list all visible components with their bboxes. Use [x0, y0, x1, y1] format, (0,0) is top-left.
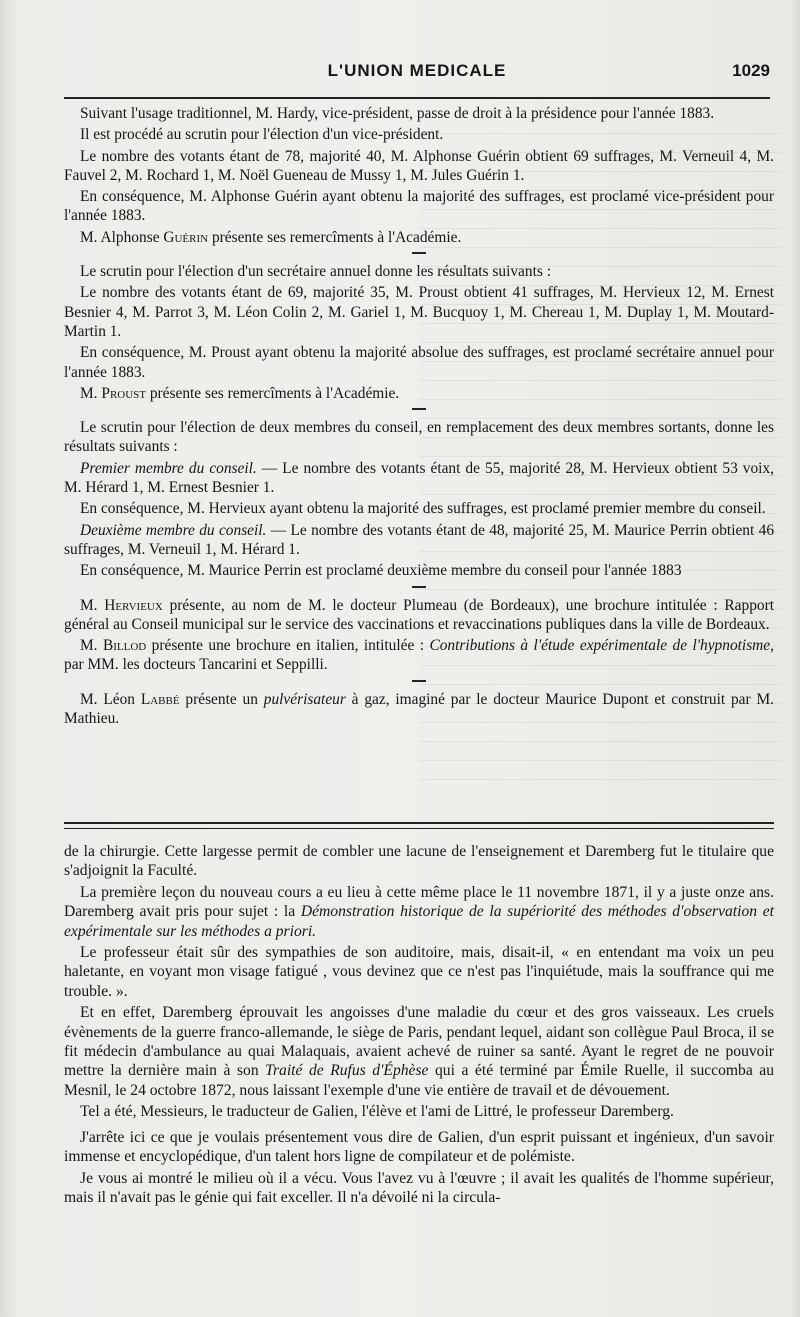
- paragraph: M. Léon Labbé présente un pulvérisateur à gaz, imaginé par le docteur Maurice Dupont et construit par M. Mathieu.: [64, 690, 774, 728]
- header-rule: [64, 97, 770, 99]
- paragraph: Le professeur était sûr des sympathies de son auditoire, mais, disait-il, « en entendant ma voix un peu haletante, en voyant mon visage fatigué , vous devinez que ce n'est pas l'inquiétude, mais la souffrance qui me trouble. ».: [64, 944, 774, 1000]
- daremberg-feuilleton: [64, 842, 774, 1209]
- paragraph: M. Billod présente une brochure en italien, intitulée : Contributions à l'étude expérimentale de l'hypnotisme, par MM. les docteurs Tancarini et Seppilli.: [64, 637, 774, 674]
- paragraph: Suivant l'usage traditionnel, M. Hardy, vice-président, passe de droit à la présidence pour l'année 1883.: [80, 105, 715, 122]
- paragraph: Il est procédé au scrutin pour l'élection d'un vice-président.: [80, 126, 444, 144]
- paragraph: Et en effet, Daremberg éprouvait les angoisses d'une maladie du cœur et des gros vaisseaux. Les cruels évènements de la guerre franco-allemande, le siège de Paris, pendant lequel, aidant son collègue Paul Broca, il se fit médecin d'ambulance au quai Malaquais, avaient achevé de ruiner sa santé. Ayant le regret de ne pouvoir mettre la dernière main à son Traité de Rufus d'Éphèse qui a été terminé par Émile Ruelle, il succomba au Mesnil, le 24 octobre 1872, nous laissant l'exemple d'une vie entière de travail et de dévouement.: [64, 1004, 775, 1099]
- paragraph: En conséquence, M. Proust ayant obtenu la majorité absolue des suffrages, est proclamé secrétaire annuel pour l'année 1883.: [64, 344, 774, 381]
- running-title: L'UNION MEDICALE: [327, 61, 507, 80]
- person-name: Proust: [101, 384, 147, 402]
- paragraph: Le scrutin pour l'élection de deux membres du conseil, en remplacement des deux membres sortants, donne les résultats suivants :: [64, 419, 774, 456]
- paragraph: M. Proust présente ses remercîments à l'Académie.: [80, 384, 400, 402]
- paragraph: Le nombre des votants étant de 69, majorité 35, M. Proust obtient 41 suffrages, M. Hervieux 12, M. Ernest Besnier 4, M. Parrot 3, M. Léon Colin 2, M. Gariel 1, M. Bucquoy 1, M. Chereau 1, M. Duplay 1, M. Moutard-Martin 1.: [64, 284, 774, 340]
- page-number: 1029: [732, 61, 770, 80]
- section-separator: [412, 586, 426, 588]
- paragraph: Premier membre du conseil. — Le nombre des votants étant de 55, majorité 28, M. Hervieux obtient 53 voix, M. Hérard 1, M. Ernest Besnier 1.: [64, 459, 774, 497]
- paragraph: de la chirurgie. Cette largesse permit de combler une lacune de l'enseignement et Daremberg fut le titulaire que s'adjoignit la Faculté.: [64, 843, 774, 880]
- paragraph: Tel a été, Messieurs, le traducteur de Galien, l'élève et l'ami de Littré, le professeur Daremberg.: [80, 1103, 674, 1121]
- person-name: Hervieux: [104, 596, 163, 614]
- person-name: Billod: [102, 637, 147, 655]
- person-name: Guérin: [163, 228, 209, 246]
- paragraph: M. Alphonse Guérin présente ses remercîments à l'Académie.: [80, 228, 462, 246]
- section-separator: [412, 680, 426, 682]
- section-separator: [412, 408, 426, 410]
- person-name: Labbé: [140, 690, 180, 708]
- paragraph: Deuxième membre du conseil. — Le nombre des votants étant de 48, majorité 25, M. Maurice Perrin obtient 46 suffrages, M. Verneuil 1, M. Hérard 1.: [64, 521, 775, 558]
- paragraph: Le scrutin pour l'élection d'un secrétaire annuel donne les résultats suivants :: [80, 263, 551, 281]
- academy-proceedings: [64, 104, 774, 730]
- page-header: [64, 58, 770, 88]
- section-separator: [412, 252, 426, 254]
- paragraph: En conséquence, M. Maurice Perrin est proclamé deuxième membre du conseil pour l'année 1883: [80, 562, 682, 580]
- paragraph: M. Hervieux présente, au nom de M. le docteur Plumeau (de Bordeaux), une brochure intitulée : Rapport général au Conseil municipal sur le service des vaccinations et revaccinations publiques dans la ville de Bordeaux.: [64, 596, 774, 633]
- paragraph: J'arrête ici ce que je voulais présentement vous dire de Galien, d'un esprit puissant et ingénieux, d'un savoir immense et encyclopédique, d'un talent hors ligne de compilateur et de polémiste.: [64, 1128, 774, 1166]
- paragraph: Le nombre des votants étant de 78, majorité 40, M. Alphonse Guérin obtient 69 suffrages, M. Verneuil 4, M. Fauvel 2, M. Rochard 1, M. Noël Gueneau de Mussy 1, M. Jules Guérin 1.: [64, 147, 774, 184]
- paragraph: En conséquence, M. Hervieux ayant obtenu la majorité des suffrages, est proclamé premier membre du conseil.: [80, 500, 766, 518]
- feuilleton-divider: [64, 822, 774, 829]
- paragraph: En conséquence, M. Alphonse Guérin ayant obtenu la majorité des suffrages, est proclamé vice-président pour l'année 1883.: [64, 188, 774, 225]
- paragraph: Je vous ai montré le milieu où il a vécu. Vous l'avez vu à l'œuvre ; il avait les qualités de l'homme supérieur, mais il n'avait pas le génie qui fait exceller. Il n'a dévoilé ni la circula-: [64, 1169, 774, 1206]
- paragraph: La première leçon du nouveau cours a eu lieu à cette même place le 11 novembre 1871, il y a juste onze ans. Daremberg avait pris pour sujet : la Démonstration historique de la supériorité des méthodes d'observation et expérimentale sur les méthodes a priori.: [64, 883, 774, 940]
